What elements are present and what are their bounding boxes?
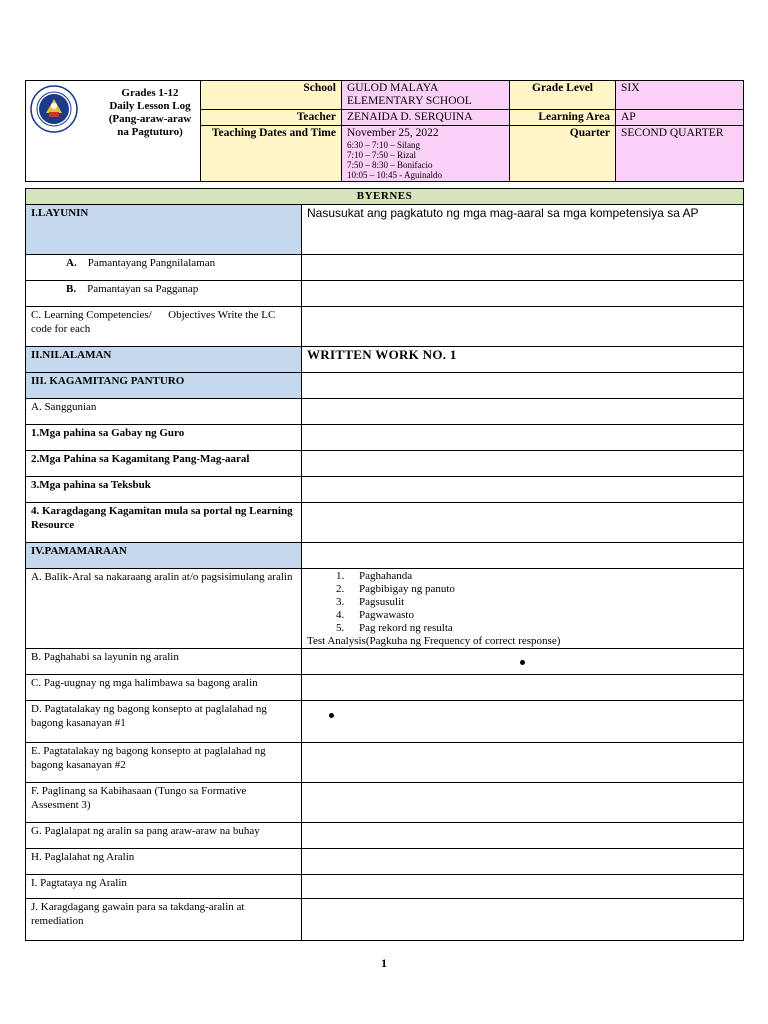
teaching-dates-value xyxy=(342,126,510,182)
procedure-steps-list xyxy=(307,570,738,635)
gabay-ng-guro-label: 1.Mga pahina sa Gabay ng Guro xyxy=(26,425,302,451)
empty-cell xyxy=(302,503,744,543)
item-text: Pamantayan sa Pagganap xyxy=(87,283,199,295)
teaching-dates-label: Teaching Dates and Time xyxy=(201,126,342,182)
page-number: 1 xyxy=(381,956,387,970)
empty-cell xyxy=(302,543,744,569)
layunin-label: I.LAYUNIN xyxy=(26,205,302,255)
empty-cell xyxy=(302,783,744,823)
learning-area-value: AP xyxy=(616,110,744,126)
learning-area-label: Learning Area xyxy=(510,110,616,126)
pagtatalakay-2-label: E. Pagtatalakay ng bagong konsepto at paglalahad ng bagong kasanayan #2 xyxy=(26,743,302,783)
pamantayan-sa-pagganap-row xyxy=(26,281,302,307)
header-table xyxy=(25,80,744,182)
list-item: 3. Pagsusulit xyxy=(347,596,738,609)
schedule-line: 7:10 – 7:50 – Rizal xyxy=(347,150,416,160)
empty-cell xyxy=(302,823,744,849)
item-text: Pamantayang Pangnilalaman xyxy=(87,257,216,269)
paglalahat-label: H. Paglalahat ng Aralin xyxy=(26,849,302,875)
bullet-icon xyxy=(520,660,525,665)
quarter-value: SECOND QUARTER xyxy=(616,126,744,182)
empty-cell xyxy=(302,675,744,701)
title-line: Daily Lesson Log xyxy=(109,100,191,112)
empty-cell xyxy=(302,255,744,281)
empty-cell xyxy=(302,477,744,503)
layunin-value: Nasusukat ang pagkatuto ng mga mag-aaral sa mga kompetensiya sa AP xyxy=(302,205,744,255)
paghahabi-label: B. Paghahabi sa layunin ng aralin xyxy=(26,649,302,675)
schedule-line: 10:05 – 10:45 - Aguinaldo xyxy=(347,170,442,180)
paglinang-label: F. Paglinang sa Kabihasaan (Tungo sa Formative Assesment 3) xyxy=(26,783,302,823)
school-value: GULOD MALAYA ELEMENTARY SCHOOL xyxy=(342,81,510,110)
day-header: BYERNES xyxy=(26,189,744,205)
karagdagang-kagamitan-label: 4. Karagdagang Kagamitan mula sa portal ng Learning Resource xyxy=(26,503,302,543)
test-analysis-text: Test Analysis(Pagkuha ng Frequency of correct response) xyxy=(307,635,561,647)
item-letter: A. xyxy=(66,257,77,269)
grade-level-label: Grade Level xyxy=(510,81,616,110)
pagtatalakay-1-content xyxy=(302,701,744,743)
pag-uugnay-label: C. Pag-uugnay ng mga halimbawa sa bagong aralin xyxy=(26,675,302,701)
header-title-cell xyxy=(26,81,201,182)
teaching-date: November 25, 2022 xyxy=(347,127,439,139)
item-letter: B. xyxy=(66,283,77,295)
list-item: 1. Paghahanda xyxy=(347,570,738,583)
deped-seal-logo xyxy=(30,85,78,133)
title-line: Grades 1-12 xyxy=(121,87,179,99)
empty-cell xyxy=(302,373,744,399)
quarter-label: Quarter xyxy=(510,126,616,182)
title-line: na Pagtuturo) xyxy=(117,126,183,138)
list-item: 5. Pag rekord ng resulta xyxy=(347,622,738,635)
sanggunian-label: A. Sanggunian xyxy=(26,399,302,425)
empty-cell xyxy=(302,281,744,307)
empty-cell xyxy=(302,899,744,941)
kagamitang-pang-mag-aaral-label: 2.Mga Pahina sa Kagamitang Pang-Mag-aaral xyxy=(26,451,302,477)
school-label: School xyxy=(201,81,342,110)
empty-cell xyxy=(302,425,744,451)
schedule-line: 6:30 – 7:10 – Silang xyxy=(347,140,421,150)
empty-cell xyxy=(302,307,744,347)
list-item: 4. Pagwawasto xyxy=(347,609,738,622)
paghahabi-content xyxy=(302,649,744,675)
grade-level-value: SIX xyxy=(616,81,744,110)
empty-cell xyxy=(302,399,744,425)
document-title xyxy=(100,87,200,139)
teksbuk-label: 3.Mga pahina sa Teksbuk xyxy=(26,477,302,503)
bullet-icon xyxy=(329,713,334,718)
empty-cell xyxy=(302,875,744,899)
pagtataya-label: I. Pagtataya ng Aralin xyxy=(26,875,302,899)
lesson-log-table xyxy=(25,188,744,941)
karagdagang-gawain-label: J. Karagdagang gawain para sa takdang-aralin at remediation xyxy=(26,899,302,941)
empty-cell xyxy=(302,849,744,875)
balik-aral-content xyxy=(302,569,744,649)
title-line: (Pang-araw-araw xyxy=(108,113,192,125)
learning-competencies-label: C. Learning Competencies/ Objectives Write the LC code for each xyxy=(26,307,302,347)
teacher-label: Teacher xyxy=(201,110,342,126)
nilalaman-value: WRITTEN WORK NO. 1 xyxy=(302,347,744,373)
pamamaraan-label: IV.PAMAMARAAN xyxy=(26,543,302,569)
pagtatalakay-1-label: D. Pagtatalakay ng bagong konsepto at paglalahad ng bagong kasanayan #1 xyxy=(26,701,302,743)
paglalapat-label: G. Paglalapat ng aralin sa pang araw-araw na buhay xyxy=(26,823,302,849)
nilalaman-label: II.NILALAMAN xyxy=(26,347,302,373)
empty-cell xyxy=(302,743,744,783)
empty-cell xyxy=(302,451,744,477)
balik-aral-label: A. Balik-Aral sa nakaraang aralin at/o pagsisimulang aralin xyxy=(26,569,302,649)
teacher-value: ZENAIDA D. SERQUINA xyxy=(342,110,510,126)
pamantayang-pangnilalaman-row xyxy=(26,255,302,281)
schedule-line: 7:50 – 8:30 – Bonifacio xyxy=(347,160,433,170)
list-item: 2. Pagbibigay ng panuto xyxy=(347,583,738,596)
kagamitang-panturo-label: III. KAGAMITANG PANTURO xyxy=(26,373,302,399)
